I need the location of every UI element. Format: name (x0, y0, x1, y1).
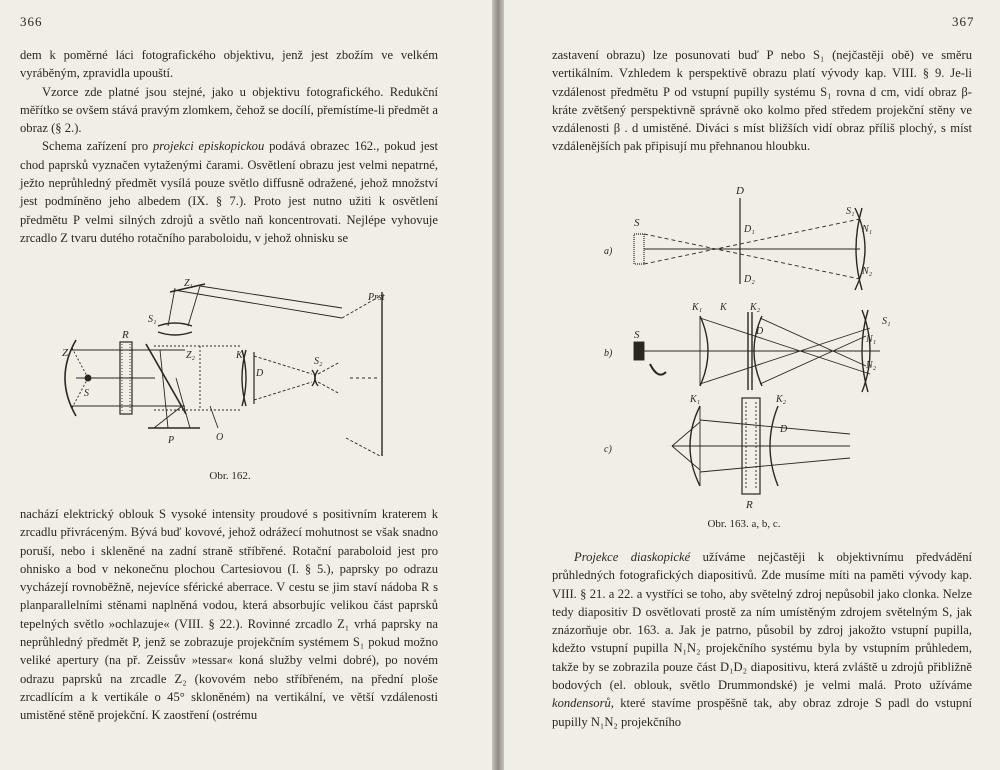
page-number: 367 (952, 14, 975, 29)
text-block-bottom (552, 548, 972, 731)
label-k2-b: K₂ (750, 302, 761, 313)
label-z: Z (62, 347, 69, 359)
label-n1-b: N₁ (866, 334, 877, 345)
label-k: K (236, 350, 243, 361)
label-z1: Z₁ (184, 278, 194, 289)
book-gutter (492, 0, 504, 770)
label-k1-b: K₁ (692, 302, 703, 313)
text-block-top (20, 46, 438, 247)
label-s: S (84, 388, 89, 399)
label-d-c: D (780, 424, 788, 435)
label-o: O (216, 432, 224, 443)
right-page (504, 0, 1000, 770)
label-n1-a: N₁ (862, 224, 873, 235)
paragraph: nachází elektrický oblouk S vysoké intensity proudové s positivním kraterem k zrcadlu přivráceným. Bývá buď kovové, jehož odrážecí mohutnost se však snadno poruší, nebo i skleněné na zadní straně stříbřené. Rotační paraboloid jest pro ohnisko a bod v nekonečnu plochou Cartesiovou (I. § 5.), paprsky po odrazu vycházejí rovnoběžně, nejevíce sférické aberrace. V cestu se jim staví nádoba R s planparallelními stěnami naplněná vodou, která absorbujíc velikou část paprsků tepelných světlo »ochlazuje« (VIII. § 22.). Rovinné zrcadlo Z₁ vrhá paprsky na neprůhledný předmět P, jenž se zobrazuje projekčním systémem S₁ pokud možno veliké apertury (na př. Zeissův »tessar« koná služby velmi dobré), po novém odrazu paprsků na zrcadle Z₂ (kovovém nebo stříbřeném, na přední ploše zrcadlícím a k vertikále o 45° skloněném) na vertikální, ve větší vzdálenosti umistěné stěně projekční. K zaostření (ostrému (20, 507, 438, 723)
paragraph: Schema zařízení pro projekci episkopickou podává obrazec 162., pokud jest chod paprsků vyznačen vytaženými čarami. Osvětlení obrazu jest velmi nepatrné, ježto neprůhledný předmět vysílá pouze světlo diffusně odražené, jehož množství jest podmíněno jeho albedem (IX. § 7.). Proto jest nutno užiti k osvětlení předmětu P velmi silných zdrojů a světlo naň koncentrovati. Nejlépe vyhovuje zrcadlo Z tvaru dutého rotačního paraboloidu, v jehož ohnisku se (20, 139, 438, 245)
label-k-b: K (720, 302, 727, 313)
label-n2-b: N₂ (866, 360, 877, 371)
paragraph: zastavení obrazu) lze posunovati buď P nebo S₁ (nejčastěji obě) ve směru vertikálním. Vzhledem k perspektivě obrazu platí vývody kap. VIII. § 9. Je-li vzdálenost předmětu P od vstupní pupilly systému S₁ rovna d cm, vidí obraz β-kráte zvětšený perspektivně správně oko kolmo před středem projekční stěny ve vzdálenosti β . d umistěné. Diváci s míst bližších vidí obraz příliš plochý, s míst vzdálenějších pak připisují mu přehnanou hloubku. (552, 48, 972, 154)
label-r-c: R (746, 499, 753, 511)
text-block-bottom (20, 505, 438, 725)
label-a: a) (604, 246, 613, 257)
label-k1-c: K₁ (690, 394, 701, 405)
label-prst: Prst (368, 292, 385, 303)
label-s1: S₁ (148, 314, 157, 325)
label-k2-c: K₂ (776, 394, 787, 405)
label-d2: D₂ (744, 274, 755, 285)
figure-162-diagram (50, 278, 430, 458)
figure-163-diagram (600, 184, 900, 514)
text-block-top (552, 46, 972, 156)
label-d-b: D (756, 326, 764, 337)
label-d: D (256, 368, 264, 379)
figure-caption: Obr. 162. (209, 470, 251, 482)
left-page (0, 0, 492, 770)
paragraph: dem k poměrné láci fotografického objektivu, jenž jest zbožím ve velkém vyráběným, zpravidla upouští. (20, 48, 438, 81)
label-s1-a: S₁ (846, 206, 855, 217)
page-number: 366 (20, 14, 43, 29)
paragraph: Vzorce zde platné jsou stejné, jako u objektivu fotografického. Redukční měřítko se ovšem stává pravým zlomkem, čehož se docílí, přemístíme-li předmět a obraz (§ 2.). (20, 84, 438, 136)
label-s-a: S (634, 217, 640, 229)
label-s2: S₂ (314, 356, 323, 367)
label-z2: Z₂ (186, 350, 196, 361)
label-s1-b: S₁ (882, 316, 891, 327)
label-r: R (122, 329, 129, 341)
label-s-b: S (634, 329, 640, 341)
paragraph: Projekce diaskopické užíváme nejčastěji k objektivnímu předvádění průhledných fotografických diapositivů. Zde musíme míti na paměti vývody kap. VIII. § 21. a 22. a vystříci se toho, aby světelný zdroj nepůsobil jako clonka. Nelze tedy diapositiv D osvětlovati prostě za ním umístěným zdrojem světelným S, jak znázorňuje obr. 163. a. Jak je patrno, působil by zdroj jakožto vstupní pupilla, kdežto vstupní pupilla N₁N₂ projekčního systému byla by vstupním průhledem, takže by se zobrazila pouze část D₁D₂ diapositivu, která zvláště u zdrojů přibližně bodových (el. oblouk, světlo Drummondské) je velmi malá. Proto užíváme kondensorů, které stavíme prospěšně tak, aby obraz zdroje S padl do vstupní pupilly N₁N₂ projekčního (552, 550, 973, 729)
label-d1: D₁ (744, 224, 755, 235)
label-n2-a: N₂ (862, 266, 873, 277)
label-p: P (168, 435, 175, 446)
label-b: b) (604, 348, 613, 359)
figure-caption: Obr. 163. a, b, c. (707, 518, 781, 530)
label-c: c) (604, 444, 612, 455)
label-d-a: D (736, 185, 744, 197)
